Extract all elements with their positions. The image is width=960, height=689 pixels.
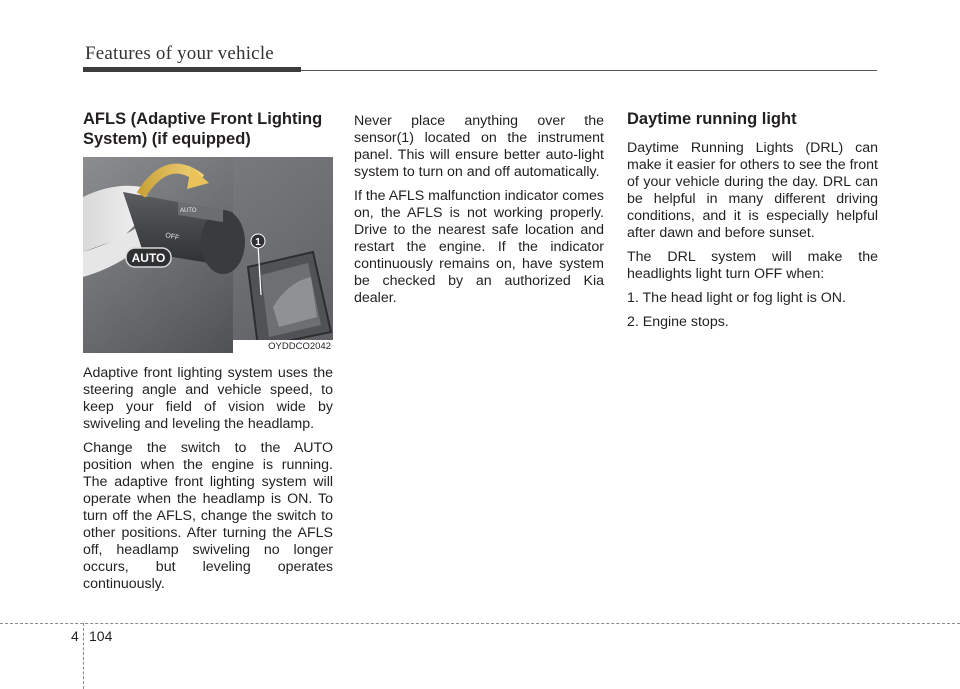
header-rule [301,70,877,71]
footer-divider [83,623,84,689]
switch-auto-label: AUTO [180,208,197,214]
page-number: 104 [89,628,113,644]
header-bar [83,67,301,72]
sensor-callout-number: 1 [255,237,261,248]
afls-paragraph-4: If the AFLS malfunction indicator comes on, the AFLS is not working properly. Drive to the nearest safe location and restart the engine. If the indicator continuously remains on, have system be checked by an authorized Kia dealer. [354,188,604,306]
chapter-number: 4 [71,628,79,644]
figure-code: OYDDCO2042 [233,340,333,353]
afls-paragraph-2: Change the switch to the AUTO position when the engine is running. The adaptive front lighting system will operate when the headlamp is ON. To turn off the AFLS, change the switch to other positions. After turning the AFLS off, headlamp swiveling no longer occurs, but leveling operates continuously. [83,440,333,592]
afls-figure [83,157,333,353]
drl-paragraph-1: Daytime Running Lights (DRL) can make it easier for others to see the front of your vehicle during the day. DRL can be helpful in many different driving conditions, and it is especially helpful after dawn and before sunset. [627,139,878,241]
afls-switch-illustration [83,157,333,353]
drl-list-item-1: 1. The head light or fog light is ON. [627,289,846,306]
column-right [627,110,878,338]
switch-off-label: OFF [164,232,180,242]
afls-paragraph-3: Never place anything over the sensor(1) located on the instrument panel. This will ensure better auto-light system to turn on and off automatically. [354,113,604,180]
auto-badge-label: AUTO [131,251,166,265]
drl-heading: Daytime running light [627,110,797,128]
afls-heading: AFLS (Adaptive Front Lighting System) (if equipped) [83,110,323,148]
drl-paragraph-2: The DRL system will make the headlights light turn OFF when: [627,248,878,282]
footer-rule [0,623,960,624]
column-left [83,110,333,600]
drl-list-item-2: 2. Engine stops. [627,313,729,330]
header-title: Features of your vehicle [85,43,274,64]
column-middle [354,113,604,314]
afls-paragraph-1: Adaptive front lighting system uses the steering angle and vehicle speed, to keep your field of vision wide by swiveling and leveling the headlamp. [83,365,333,432]
